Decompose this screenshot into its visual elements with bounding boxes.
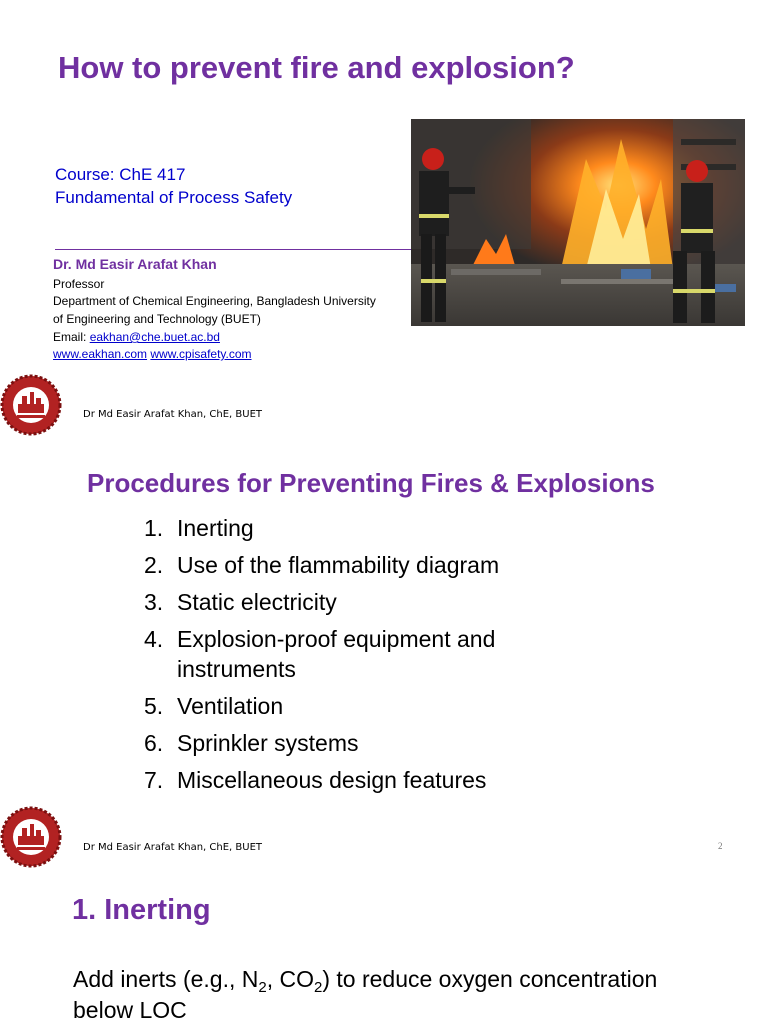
item-text: Ventilation xyxy=(177,693,284,719)
website-line xyxy=(53,347,252,361)
slide-title: 1. Inerting xyxy=(72,894,211,926)
firefighters-fire-photo xyxy=(411,119,745,326)
item-number: 7. xyxy=(144,767,164,793)
slide-title: Procedures for Preventing Fires & Explosions xyxy=(87,468,655,498)
body-text: below LOC xyxy=(73,997,187,1023)
email-link[interactable]: eakhan@che.buet.ac.bd xyxy=(89,330,220,344)
course-name: Fundamental of Process Safety xyxy=(55,188,293,207)
slide-title: How to prevent fire and explosion? xyxy=(58,50,575,85)
item-number: 2. xyxy=(144,552,164,578)
item-number: 4. xyxy=(144,626,164,652)
subscript: 2 xyxy=(258,979,267,996)
author-title: Professor xyxy=(53,277,105,291)
department-line: Department of Chemical Engineering, Bangladesh University xyxy=(53,294,376,308)
buet-logo-icon xyxy=(0,806,62,868)
list-item xyxy=(144,767,486,794)
list-item xyxy=(144,552,499,579)
body-text xyxy=(73,966,658,996)
item-number: 6. xyxy=(144,730,164,756)
author-name: Dr. Md Easir Arafat Khan xyxy=(53,256,217,272)
item-number: 5. xyxy=(144,693,164,719)
list-item xyxy=(144,515,254,542)
subscript: 2 xyxy=(313,979,323,996)
email-label: Email: xyxy=(53,330,90,344)
item-number: 3. xyxy=(144,589,164,615)
email-line xyxy=(53,330,220,344)
item-text: Static electricity xyxy=(177,589,337,615)
item-text: Explosion-proof equipment and xyxy=(177,626,496,652)
item-text: Use of the flammability diagram xyxy=(177,552,500,578)
list-item xyxy=(144,589,337,616)
website-link[interactable]: www.eakhan.com xyxy=(53,347,148,361)
list-item xyxy=(144,730,358,757)
item-number: 1. xyxy=(144,515,164,541)
list-item xyxy=(144,626,495,653)
list-item xyxy=(144,693,283,720)
text-run: , CO xyxy=(266,966,314,992)
item-text: Miscellaneous design features xyxy=(177,767,487,793)
department-line: of Engineering and Technology (BUET) xyxy=(53,312,261,326)
text-run: Add inerts (e.g., N xyxy=(73,966,259,992)
item-text: instruments xyxy=(177,656,296,682)
slide-footer: Dr Md Easir Arafat Khan, ChE, BUET xyxy=(83,409,263,420)
course-code: Course: ChE 417 xyxy=(55,165,186,184)
buet-logo-icon xyxy=(0,374,62,436)
list-item-continuation xyxy=(144,656,296,683)
text-run: ) to reduce oxygen concentration xyxy=(322,966,658,992)
item-text: Sprinkler systems xyxy=(177,730,359,756)
page-number: 2 xyxy=(718,841,723,851)
divider xyxy=(55,249,415,250)
slide-footer: Dr Md Easir Arafat Khan, ChE, BUET xyxy=(83,842,263,853)
item-text: Inerting xyxy=(177,515,254,541)
website-link[interactable]: www.cpisafety.com xyxy=(150,347,252,361)
